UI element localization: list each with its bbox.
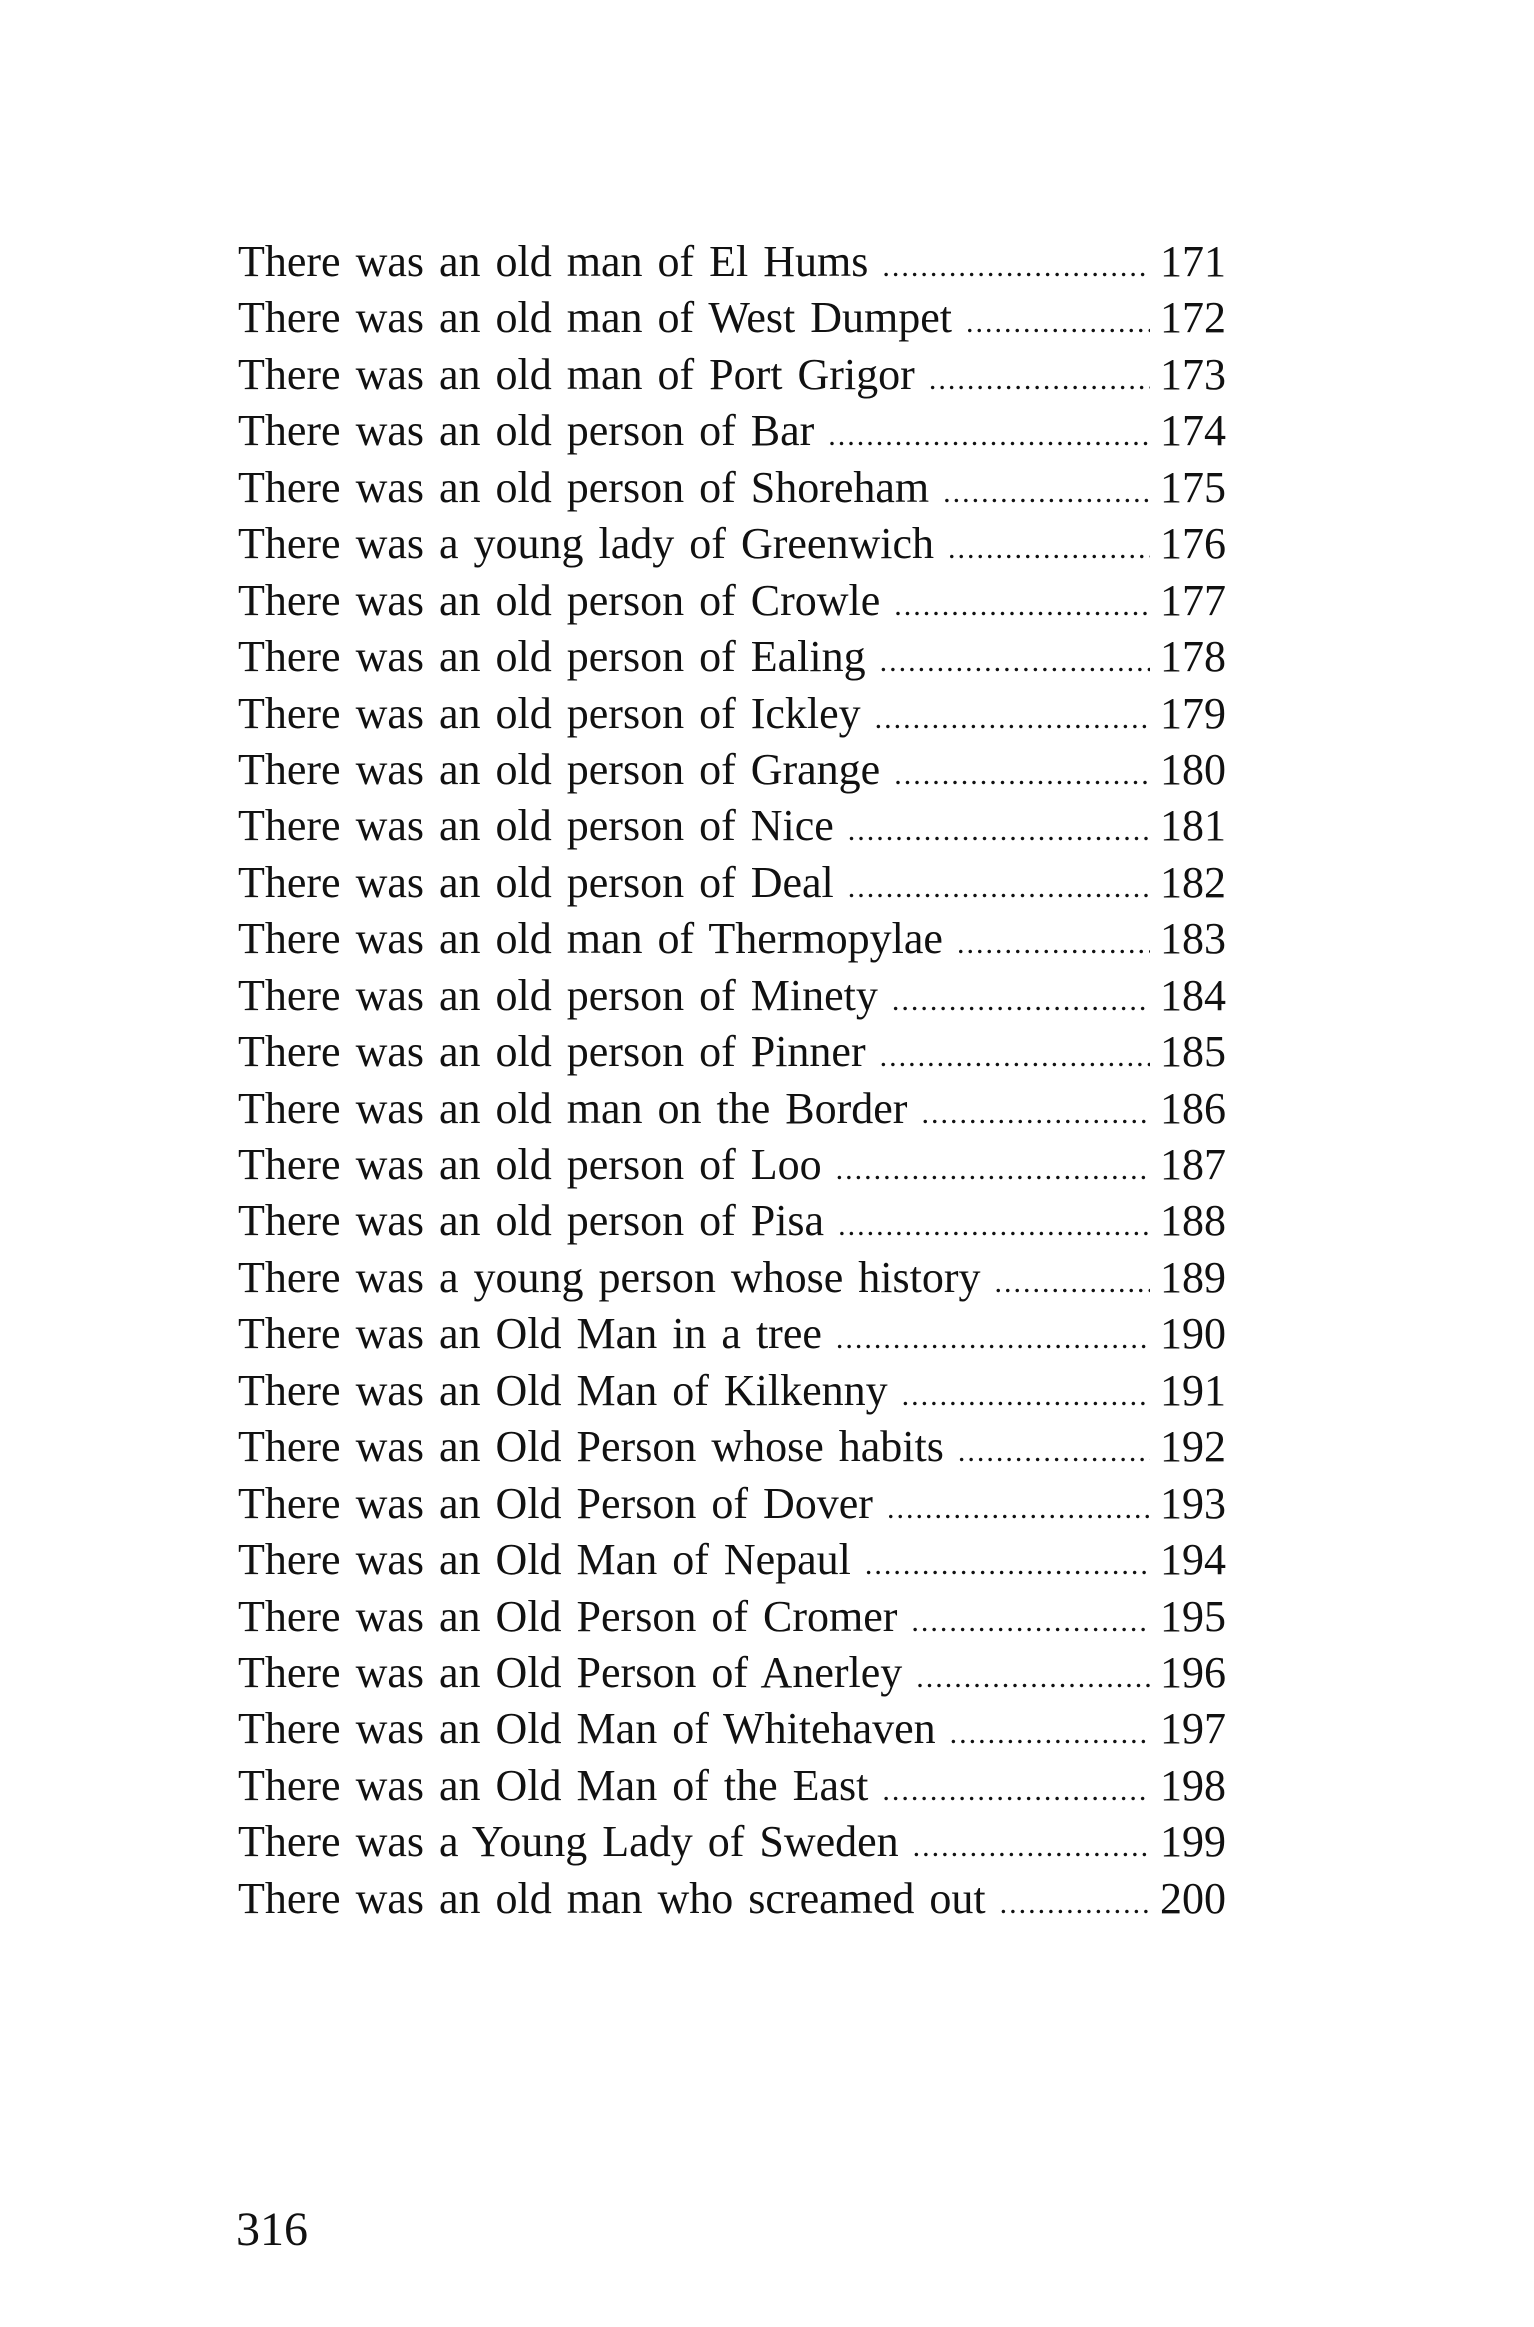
toc-entry-title: There was an Old Man in a tree: [238, 1309, 822, 1359]
toc-entry-page: 175: [1160, 462, 1226, 512]
toc-entry: [238, 629, 1226, 685]
toc-entry-page: 199: [1160, 1817, 1226, 1867]
dot-leader: [848, 860, 1150, 916]
toc-entry-page: 180: [1160, 744, 1226, 794]
toc-entry-title: There was an old person of Grange: [238, 744, 881, 794]
toc-entry-page: 195: [1160, 1591, 1226, 1641]
dot-leader: [875, 691, 1150, 747]
toc-entry: [238, 968, 1226, 1024]
toc-entry-title: There was an Old Man of Whitehaven: [238, 1704, 936, 1754]
toc-entry: [238, 855, 1226, 911]
toc-entry-page: 173: [1160, 349, 1226, 399]
toc-entry-title: There was an old man on the Border: [238, 1083, 908, 1133]
toc-entry: [238, 1306, 1226, 1362]
toc-entry-page: 200: [1160, 1873, 1226, 1923]
dot-leader: [880, 1029, 1150, 1085]
dot-leader: [887, 1481, 1150, 1537]
dot-leader: [882, 239, 1150, 295]
toc-entry-page: 187: [1160, 1140, 1226, 1189]
toc-entry-page: 191: [1160, 1365, 1226, 1415]
toc-entry-page: 179: [1160, 688, 1226, 738]
dot-leader: [948, 521, 1150, 577]
toc-entry-title: There was an old person of Bar: [238, 406, 815, 456]
toc-entry-title: There was an old man of Port Grigor: [238, 349, 915, 399]
toc-entry: [238, 460, 1226, 516]
toc-entry: [238, 1589, 1226, 1645]
toc-entry: [238, 1645, 1226, 1701]
toc-entry-title: There was an old person of Ealing: [238, 632, 866, 682]
toc-entry: [238, 1758, 1226, 1814]
dot-leader: [943, 465, 1150, 521]
toc-entry: [238, 1476, 1226, 1532]
toc-entry: [238, 1193, 1226, 1249]
toc-entry-page: 184: [1160, 970, 1226, 1020]
dot-leader: [894, 578, 1150, 634]
dot-leader: [836, 1142, 1150, 1198]
toc-entry-title: There was an old man of West Dumpet: [238, 293, 953, 343]
toc-entry-title: There was an Old Man of the East: [238, 1760, 869, 1810]
toc-entry-page: 183: [1160, 914, 1226, 964]
toc-entry: [238, 290, 1226, 346]
toc-entry-title: There was an Old Person whose habits: [238, 1422, 944, 1472]
dot-leader: [848, 803, 1150, 859]
toc-entry-title: There was an Old Person of Dover: [238, 1478, 873, 1528]
toc-entry: [238, 1081, 1226, 1137]
table-of-contents: [238, 234, 1226, 1927]
toc-entry: [238, 234, 1226, 290]
toc-entry-title: There was an old man of Thermopylae: [238, 914, 943, 964]
dot-leader: [828, 408, 1150, 464]
toc-entry-title: There was an old person of Loo: [238, 1140, 822, 1189]
dot-leader: [838, 1198, 1150, 1254]
dot-leader: [921, 1086, 1150, 1142]
toc-entry-title: There was a young person whose history: [238, 1252, 981, 1302]
dot-leader: [902, 1368, 1150, 1424]
toc-entry-title: There was an old person of Pinner: [238, 1027, 866, 1077]
toc-entry-title: There was a Young Lady of Sweden: [238, 1817, 899, 1867]
dot-leader: [880, 634, 1150, 690]
dot-leader: [836, 1311, 1150, 1367]
dot-leader: [865, 1537, 1150, 1593]
toc-entry-title: There was an Old Man of Kilkenny: [238, 1365, 888, 1415]
toc-entry-page: 189: [1160, 1252, 1226, 1302]
toc-entry-title: There was an old person of Crowle: [238, 575, 881, 625]
toc-entry: [238, 1419, 1226, 1475]
dot-leader: [958, 1424, 1150, 1480]
page-number: 316: [236, 2203, 308, 2256]
toc-entry-page: 198: [1160, 1760, 1226, 1810]
toc-entry-title: There was an old person of Pisa: [238, 1196, 825, 1246]
toc-entry: [238, 798, 1226, 854]
toc-entry-page: 197: [1160, 1704, 1226, 1754]
toc-entry-page: 176: [1160, 519, 1226, 569]
toc-entry-title: There was an Old Man of Nepaul: [238, 1535, 851, 1585]
dot-leader: [929, 352, 1150, 408]
toc-entry: [238, 742, 1226, 798]
dot-leader: [892, 973, 1150, 1029]
toc-entry-title: There was an old person of Ickley: [238, 688, 861, 738]
toc-entry-title: There was a young lady of Greenwich: [238, 519, 934, 569]
toc-entry-title: There was an old person of Deal: [238, 857, 834, 907]
toc-entry-page: 181: [1160, 801, 1226, 851]
toc-entry: [238, 1814, 1226, 1870]
dot-leader: [894, 747, 1150, 803]
dot-leader: [995, 1255, 1150, 1311]
toc-entry: [238, 1871, 1226, 1927]
toc-entry-page: 190: [1160, 1309, 1226, 1359]
toc-entry-title: There was an old person of Nice: [238, 801, 834, 851]
toc-entry-page: 174: [1160, 406, 1226, 456]
toc-entry: [238, 686, 1226, 742]
dot-leader: [1000, 1876, 1150, 1932]
toc-entry-title: There was an old person of Minety: [238, 970, 878, 1020]
toc-entry-page: 185: [1160, 1027, 1226, 1077]
toc-entry-page: 186: [1160, 1083, 1226, 1133]
toc-entry: [238, 403, 1226, 459]
toc-entry-page: 194: [1160, 1535, 1226, 1585]
toc-entry: [238, 1701, 1226, 1757]
dot-leader: [882, 1763, 1150, 1819]
dot-leader: [950, 1706, 1150, 1762]
toc-entry-page: 192: [1160, 1422, 1226, 1472]
toc-entry: [238, 911, 1226, 967]
toc-entry-title: There was an old person of Shoreham: [238, 462, 930, 512]
toc-entry-title: There was an Old Person of Anerley: [238, 1647, 903, 1697]
dot-leader: [916, 1650, 1150, 1706]
toc-entry-page: 188: [1160, 1196, 1226, 1246]
toc-entry-page: 193: [1160, 1478, 1226, 1528]
toc-entry-title: There was an old man who screamed out: [238, 1873, 986, 1923]
toc-entry: [238, 573, 1226, 629]
toc-entry-page: 172: [1160, 293, 1226, 343]
toc-entry: [238, 1024, 1226, 1080]
dot-leader: [957, 916, 1150, 972]
toc-entry-title: There was an Old Person of Cromer: [238, 1591, 898, 1641]
toc-entry: [238, 1137, 1226, 1193]
toc-entry: [238, 1532, 1226, 1588]
toc-entry-page: 177: [1160, 575, 1226, 625]
dot-leader: [913, 1819, 1150, 1875]
toc-entry-page: 182: [1160, 857, 1226, 907]
toc-entry-page: 171: [1160, 237, 1226, 286]
toc-entry: [238, 1363, 1226, 1419]
toc-entry-title: There was an old man of El Hums: [238, 237, 869, 286]
toc-entry: [238, 347, 1226, 403]
dot-leader: [966, 295, 1150, 351]
dot-leader: [911, 1594, 1150, 1650]
toc-entry: [238, 1250, 1226, 1306]
toc-entry: [238, 516, 1226, 572]
toc-entry-page: 178: [1160, 632, 1226, 682]
toc-entry-page: 196: [1160, 1647, 1226, 1697]
